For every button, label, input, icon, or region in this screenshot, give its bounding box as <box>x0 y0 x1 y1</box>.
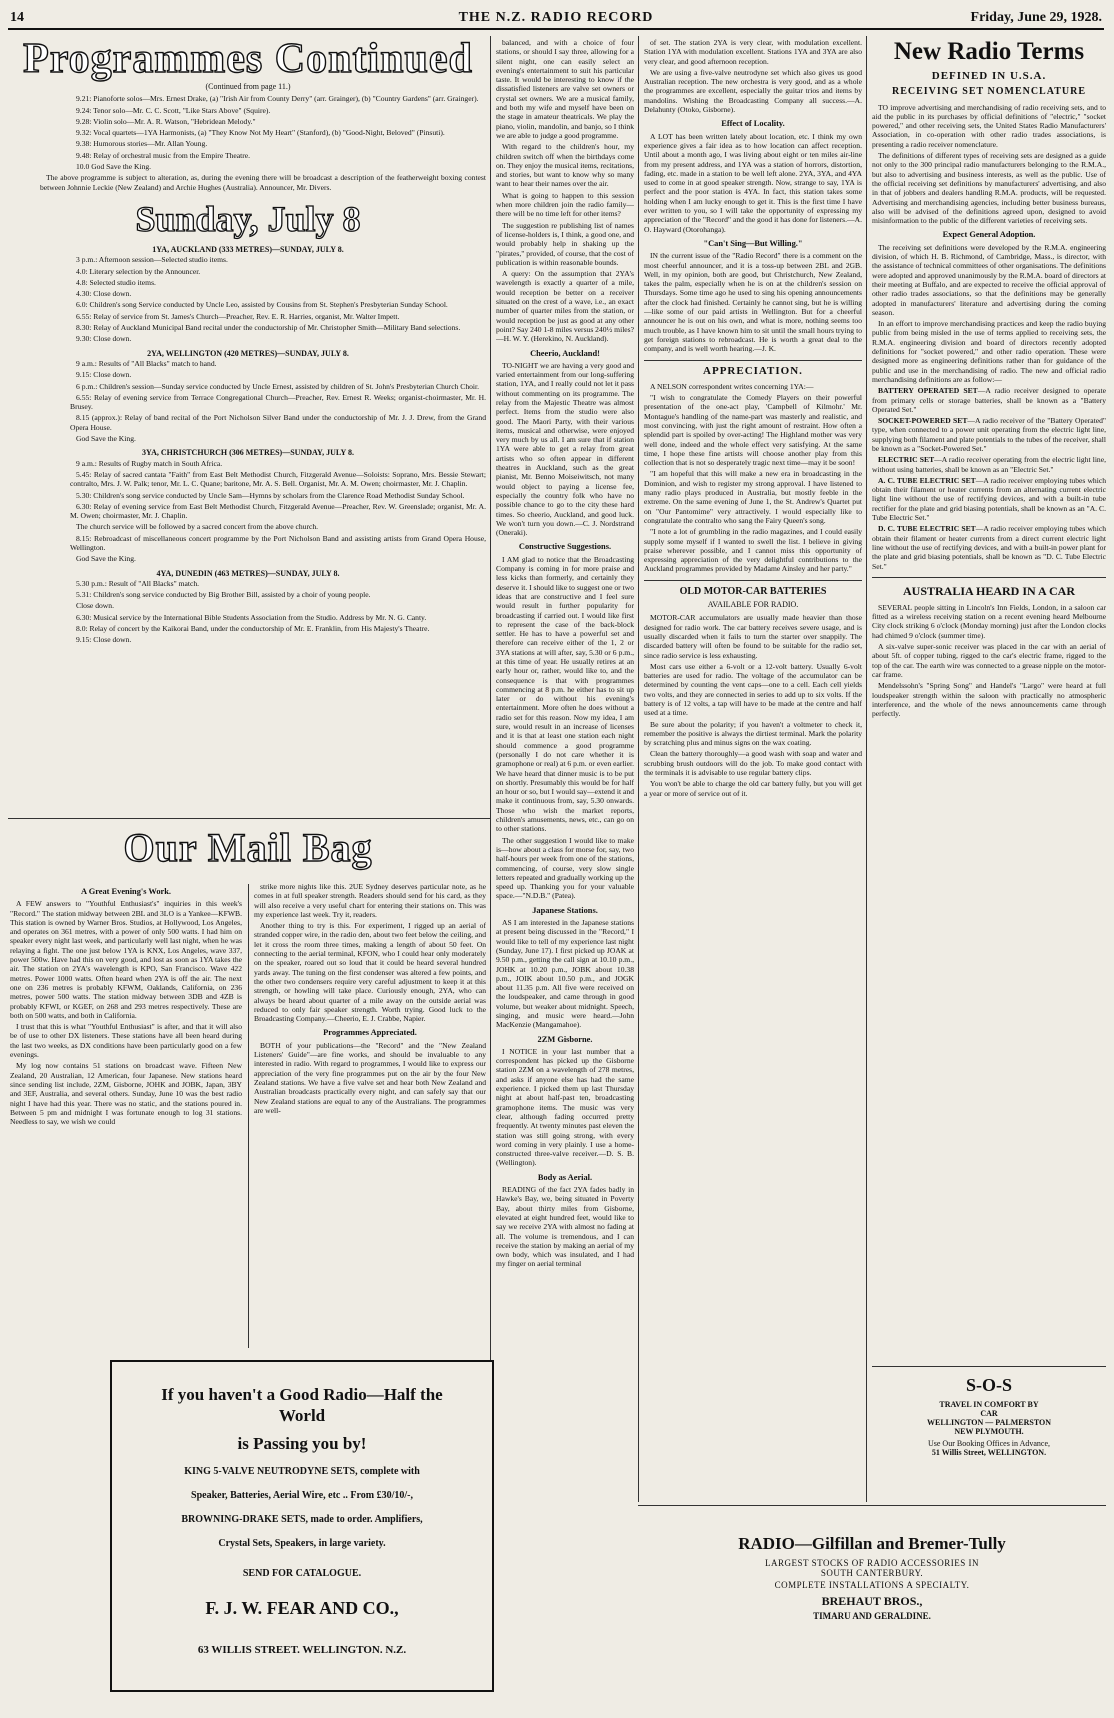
programme-item: 4.0: Literary selection by the Announcer. <box>76 266 201 276</box>
definition-item <box>872 476 1106 522</box>
letters-column-4 <box>644 38 862 1500</box>
letter-paragraph: READING of the fact 2YA fades badly in Hawke's Bay, we, being situated in Poverty Bay, about thirty miles from Gisborne, elevated at eight hundred feet, would like to say we receive 2YA with almost no fading at all. The volume is tremendous, and I can receive the station by making an aerial of my own body, which was insulated, and I had my finger on aerial terminal <box>496 1185 634 1269</box>
station-programme <box>10 459 486 564</box>
programme-item: 8.15: Rebroadcast of miscellaneous concert programme by the Port Nicholson Band and assisting artists from Grand Opera House, Wellington. <box>70 533 486 552</box>
sos-text: NEW PLYMOUTH. <box>954 1427 1024 1436</box>
programme-item: God Save the King. <box>76 554 136 564</box>
article-paragraph: The definitions of different types of receiving sets are designed as a guide not only to the 300 principal radio manufacturers belonging to the R.M.A., but also to advertising and business interests, as well as the public. Use of the official receiving set definitions by manufacturers' advertising, and also in that of jobbers and dealers handling R.M.A. products, will be requested. Advertising and merchandising agencies, including better business bureaus, also will be advised of the definitions agreed upon, designed to avoid misinformation to the public of the different varieties of receiving sets. <box>872 151 1106 226</box>
sunday-heading: Sunday, July 8 <box>135 198 361 239</box>
letter-title: A Great Evening's Work. <box>81 887 171 896</box>
letter-title: Cheerio, Auckland! <box>530 348 600 358</box>
programme-item: 9 a.m.: Results of Rugby match in South Africa. <box>76 458 223 468</box>
radio-terms-heading: New Radio Terms <box>893 38 1085 65</box>
letter-title: 2ZM Gisborne. <box>537 1034 593 1044</box>
letter-paragraph: A LOT has been written lately about location, etc. I think my own experience gives a fair idea as to how location can affect reception. Until about a month ago, I was living about eight or ten miles air-line from my present address, and 1YA was a station of horrors, distortion, fading, etc. made in a station to be well left alone. 2YA, 3YA, and 4YA used to come in at good speaker strength. Now, strange to say, 1YA is perfect and the poor station is 4YA. In fact, this station takes some holding when I am lucky enough to get it. This is the first time I have ever written to you, so I will take the opportunity of expressing my appreciation of the "Record" and the good it has done for listeners.—A. O. Hayward (Otorohanga). <box>644 131 862 234</box>
definition-term: ELECTRIC SET <box>878 455 935 465</box>
section-rule <box>644 580 862 581</box>
programme-item: 3 p.m.: Afternoon session—Selected studio items. <box>76 255 228 265</box>
programme-item: 9 a.m.: Results of "All Blacks" match to hand. <box>76 358 217 368</box>
definition-text: —A radio receiver employing tubes which obtain their filament or heater currents from an alternating current electric light line without the use of rectifying devices, and with a built-in tube rectifier for the plate and grid biasing potentials, shall be known as an "A. C. Tube Electric Set." <box>872 475 1106 523</box>
station-heading: 4YA, DUNEDIN (463 METRES)—SUNDAY, JULY 8. <box>156 568 340 578</box>
definition-item <box>872 386 1106 414</box>
letter-paragraph: My log now contains 51 stations on broadcast wave. Fifteen New Zealand, 20 Australian, 12 American, four Japanese. New stations heard since sending list include, 2ZM, Gisborne, JOHK and JOBK, Japan, 3BY and 3EF, Australia, and several others. Sunday, June 10 was the best radio night I have had this year. There was no static, and the stations poured in. Between 5 pm and midnight I was fortunate enough to log 31 stations. Needless to say, we wish we could <box>10 1061 242 1127</box>
gilfillan-company: BREHAUT BROS., <box>821 1594 923 1608</box>
radio-terms-subheading-2: RECEIVING SET NOMENCLATURE <box>892 86 1086 98</box>
letter-paragraph: I NOTICE in your last number that a correspondent has picked up the Gisborne station 2ZM on a wavelength of 278 metres, and asks if anyone else has had the same experience. I picked them up last Thursday night at about half-past ten, broadcasting gramophone items. The music was very clear, although fading occurred pretty frequently. At twenty minutes past eleven the station was still going strong, with every word coming in very plainly. I use a home-constructed three-valve receiver.—D. S. B. (Wellington). <box>496 1046 634 1168</box>
article-paragraph: TO improve advertising and merchandising of radio receiving sets, and to aid the public in its purchases by official definitions of "electric," "socket powered," and other receiving sets, the United States Radio Manufacturers' Association, in co-operation with other radio trades associations, is presenting a radio receiver nomenclature. <box>872 102 1106 149</box>
letter-title: Japanese Stations. <box>532 905 598 915</box>
article-paragraph: Most cars use either a 6-volt or a 12-volt battery. Usually 6-volt batteries are used for radio. The voltage of the accumulator can be determined by counting the vent caps—one to a cell. Each cell yields two volts, and they are connected in series to add up to six volts. If the battery is of 12 volts, a tap will have to be made at the centre and half used at a time. <box>644 661 862 718</box>
sos-advertisement <box>872 1366 1106 1501</box>
mailbag-column-1 <box>10 882 242 1348</box>
station-heading: 2YA, WELLINGTON (420 METRES)—SUNDAY, JULY 8. <box>147 348 349 358</box>
letter-paragraph: IN the current issue of the "Radio Record" there is a comment on the most cheerful announcer, and it is a toss-up between 2BL and 2GB. Well, in my opinion, both are good, but Christchurch, New Zealand, takes the palm, especially when he is on at the children's session on Thursdays. Some time ago he used to sing his opening announcements after the clock had finished. Certainly he cannot sing, but he is willing—like some of our paid artists in Wellington. But for a cheerful announcer he is out on his own, and what is more, nothing seems too much trouble, as I have known him to sit until the small hours trying to get foreign stations to rebroadcast. He is worth a great deal to the company, and is well worth hearing.—J. K. <box>644 251 862 354</box>
ad-headline: If you haven't a Good Radio—Half the World <box>161 1385 443 1425</box>
letter-paragraph: We are using a five-valve neutrodyne set which also gives us good Australian reception. The new orchestra is very good, and as a whole the programmes are excellent, especially the guitar trios and items by mandolins. Wishing the Broadcasting Company all success.—A. Delahunty (Otoko, Gisborne). <box>644 67 862 115</box>
programme-note: The above programme is subject to alteration, as, during the evening there will be broadcast a description of the featherweight boxing contest between Johnnie Leckie (New Zealand) and Archie Hughes (Australia). Announcer, Mr. Divers. <box>40 173 486 192</box>
section-rule <box>8 818 490 819</box>
definition-text: —A radio receiver employing tubes which obtain their filament or heater currents from a direct current electric light line without the use of rectifying devices, and with a built-in power plant for the plate and grid biasing potentials, shall be known as "D. C. Tube Electric Set." <box>872 524 1106 571</box>
letter-paragraph: What is going to happen to this session when more children join the radio family—there will be no time left for other items? <box>496 190 634 219</box>
article-paragraph: The receiving set definitions were developed by the R.M.A. engineering division, of which H. B. Richmond, of Cambridge, Mass., is director, with the assistance of technical committees of other organisations. The definitions were adopted and approved unanimously by the R.M.A. board of directors at their meeting at Buffalo, and are expected to receive the official approval of other radio trades associations, so that the definitions may be generally adopted in manufacturers' literature and advertising during the coming season. <box>872 242 1106 317</box>
column-rule <box>490 36 491 1476</box>
programmes-heading: Programmes Continued <box>23 36 473 82</box>
column-rule <box>866 36 867 1502</box>
ad-text: BROWNING-DRAKE SETS, made to order. Amplifiers, <box>181 1514 423 1525</box>
article-paragraph: MOTOR-CAR accumulators are usually made heavier than those designed for radio work. The car battery receives severe usage, and is usually discarded when it fails to turn the starter over snappily. The discarded battery will often be found to be suitable for the radio set, since radio service is less exhausting. <box>644 613 862 660</box>
page-number: 14 <box>10 10 24 25</box>
definition-term: A. C. TUBE ELECTRIC SET <box>878 475 976 485</box>
ad-text: SEND FOR CATALOGUE. <box>242 1568 362 1579</box>
sos-title: S-O-S <box>965 1375 1012 1395</box>
station-programme <box>10 255 486 343</box>
definition-item <box>872 524 1106 570</box>
radio-terms-column <box>872 38 1106 1362</box>
article-subtitle: Expect General Adoption. <box>942 230 1036 240</box>
programme-item: 9.15: Close down. <box>76 370 132 380</box>
fear-advertisement <box>110 1360 494 1692</box>
programme-item: 9.28: Violin solo—Mr. A. R. Watson, "Hebridean Melody." <box>76 116 256 126</box>
programme-list <box>10 94 486 192</box>
gilfillan-text: COMPLETE INSTALLATIONS A SPECIALTY. <box>774 1580 970 1590</box>
letter-paragraph: I trust that this is what "Youthful Enthusiast" is after, and that it will also be of use to other DX listeners. These stations have all been heard during the last two weeks, as DX conditions have been particularly good on a few evenings. <box>10 1022 242 1060</box>
article-paragraph: A six-valve super-sonic receiver was placed in the car with an aerial of about 5ft. of copper tubing, rigged to the car's electric frame, rigged to the top of the car. The earth wire was connected to a grease nipple on the motor-car frame. <box>872 642 1106 679</box>
column-rule <box>248 884 249 1348</box>
ad-headline-2: is Passing you by! <box>237 1434 367 1453</box>
gilfillan-title: RADIO—Gilfillan and Bremer-Tully <box>738 1534 1006 1553</box>
letter-paragraph: The suggestion re publishing list of names of license-holders is, I think, a good one, and would probably help in shaking up the "pirates," provided, of course, that the cost of publication is within reasonable bounds. <box>496 220 634 267</box>
definition-text: —A radio receiver designed to operate from primary cells or storage batteries, shall be known as a "Battery Operated Set." <box>872 386 1106 414</box>
article-paragraph: You won't be able to charge the old car battery fully, but you will get a year or more of service out of it. <box>644 779 862 798</box>
programme-item: 9.15: Close down. <box>76 635 132 645</box>
programme-item: The church service will be followed by a sacred concert from the above church. <box>76 522 319 532</box>
programme-item: 9.24: Tenor solo—Mr. C. C. Scott, "Like Stars Above" (Squire). <box>76 105 271 115</box>
gilfillan-address: TIMARU AND GERALDINE. <box>813 1611 931 1621</box>
mailbag-heading: Our Mail Bag <box>123 825 373 870</box>
programme-item: 6.0: Children's song Service conducted by Uncle Leo, assisted by Cousins from St. Stephen's Presbyterian Sunday School. <box>76 300 448 310</box>
station-heading: 3YA, CHRISTCHURCH (306 METRES)—SUNDAY, JULY 8. <box>142 448 354 458</box>
issue-date: Friday, June 29, 1928. <box>970 10 1102 25</box>
gilfillan-text: LARGEST STOCKS OF RADIO ACCESSORIES IN <box>765 1558 979 1568</box>
programme-item: 6.55: Relay of evening service from Terrace Congregational Church—Preacher, Rev. Ernest R. Weeks; organist-choirmaster, Mr. H. Brusey. <box>70 392 486 412</box>
programme-item: 5.31: Children's song service conducted by Big Brother Bill, assisted by a choir of young people. <box>76 590 371 600</box>
letter-paragraph: With regard to the children's hour, my children switch off when the birthdays come on. They enjoy the musical items, recitations, and stories, but want to know why so many want to hear their names over the air. <box>496 142 634 189</box>
ad-company-name: F. J. W. FEAR AND CO., <box>205 1598 399 1618</box>
letter-paragraph: "I wish to congratulate the Comedy Players on their powerful presentation of the one-act play, 'Campbell of Kilmohr.' Mr. Montague's handling of the name-part was masterly and realistic, and most convincing, with just the right amount of restraint. How often a splendid part is spoiled by over-acting! The Highland mother was very well done, indeed and the whole effect very satisfying. At the same time, I hope these fine artists will choose another play from this collection that is not so desperately tragic next time—may it be soon! <box>644 393 862 468</box>
letter-title: Programmes Appreciated. <box>323 1028 417 1038</box>
programme-item: 8.0: Relay of concert by the Kaikorai Band, under the conductorship of Mr. E. Franklin, from His Majesty's Theatre. <box>76 624 430 634</box>
sos-text: CAR <box>980 1409 998 1418</box>
letter-paragraph: "I am hopeful that this will make a new era in broadcasting in the Dominion, and wish to register my strong approval. I have listened to many radio plays produced in Australia, but mostly feeble in the extreme. On the same evening of June 1, the St. Andrew's Quartet put on "Our Pantomime" very attractively. I would especially like to congratulate the contralto who sang the Fairy Queen's song. <box>644 469 862 525</box>
programme-item: 5.30: Children's song service conducted by Uncle Sam—Hymns by scholars from the Clarence Road Methodist Sunday School. <box>76 490 465 500</box>
continued-note: (Continued from page 11.) <box>205 82 291 91</box>
programme-item: 5.30 p.m.: Result of "All Blacks" match. <box>76 578 200 588</box>
letter-paragraph: strike more nights like this. 2UE Sydney deserves particular note, as he comes in at full speaker strength. Readers should send for his card, as they will also receive a very useful chart for entering their stations on. This was my experience last week. Try it, readers. <box>254 882 486 919</box>
letter-paragraph: A NELSON correspondent writes concerning 1YA:— <box>650 381 814 391</box>
definition-term: BATTERY OPERATED SET <box>878 386 978 396</box>
mailbag-column-2 <box>254 882 486 1348</box>
station-heading: 1YA, AUCKLAND (333 METRES)—SUNDAY, JULY 8. <box>152 244 344 254</box>
letter-paragraph: TO-NIGHT we are having a very good and varied entertainment from our long-suffering station, 1YA, and I really could not let it pass without commenting on its programme. The relay from the Majestic Theatre was almost perfect. Items from the studio were also good. The Maori Party, with their various items, musical and otherwise, were enjoyed very much by us all. I am sure that if station 1YA were able to get a relay from great artists who so often appear in different theatres in Auckland, such as the great pianist, Mr. Benno Moiseiwitsch, not many would object to paying a license fee, especially the country folk who have no possible chance to go to the city these hard times. So cheerio, Auckland, and good luck. We won't turn you down.—C. J. Nordstrand (Oneraki). <box>496 360 634 538</box>
programme-item: 8.15 (approx.): Relay of band recital of the Port Nicholson Silver Band under the conductorship of Mr. J. J. Drew, from the Grand Opera House. <box>70 413 486 432</box>
sos-text: WELLINGTON — PALMERSTON <box>926 1418 1052 1427</box>
ad-address: 63 WILLIS STREET. WELLINGTON. N.Z. <box>197 1644 407 1656</box>
page-header <box>8 6 1104 30</box>
sos-text: 51 Willis Street, WELLINGTON. <box>931 1448 1047 1457</box>
programme-item: 5.45: Relay of sacred cantata "Faith" from East Belt Methodist Church, Fitzgerald Avenue—Soloists: Soprano, Mrs. Bessie Stewart; contralto, Mrs. J. W. Palk; tenor, Mr. L. C. Quane; baritone, Mr. A. S. Bell. Organist, Mr. A. M. Owen; choirmaster, Mr. J. Chaplin. <box>70 469 486 489</box>
sos-text: TRAVEL IN COMFORT BY <box>939 1400 1039 1409</box>
ad-text: Crystal Sets, Speakers, in large variety. <box>218 1538 386 1549</box>
definition-item <box>872 416 1106 453</box>
letter-title: Constructive Suggestions. <box>518 542 612 552</box>
radio-terms-subheading: DEFINED IN U.S.A. <box>931 70 1047 82</box>
programme-item: 8.30: Relay of Auckland Municipal Band recital under the conductorship of Mr. Christopher Smith—Military Band selections. <box>76 323 461 333</box>
station-programme <box>10 359 486 443</box>
programme-item: 9.48: Relay of orchestral music from the Empire Theatre. <box>76 150 251 160</box>
column-rule <box>638 36 639 1502</box>
ad-text: KING 5-VALVE NEUTRODYNE SETS, complete with <box>184 1466 420 1477</box>
letter-paragraph: "I note a lot of grumbling in the radio magazines, and I could easily supply some myself if I wanted to swell the list. I believe in giving praise wherever possible, and I cannot miss this opportunity of expressing appreciation of the very delightful contributions to the Auckland programmes provided by Madame Ainsley and her party." <box>644 527 862 574</box>
appreciation-heading: APPRECIATION. <box>703 364 803 377</box>
programme-item: 9.32: Vocal quartets—1YA Harmonists, (a) "They Know Not My Heart" (Stanford), (b) "Good-Night, Beloved" (Pinsuti). <box>76 128 445 138</box>
station-programme <box>10 579 486 645</box>
australia-heading: AUSTRALIA HEARD IN A CAR <box>902 583 1076 598</box>
battery-heading: OLD MOTOR-CAR BATTERIES <box>679 585 827 597</box>
section-rule <box>644 360 862 361</box>
programme-item: 10.0 God Save the King. <box>76 162 152 172</box>
ad-text: Speaker, Batteries, Aerial Wire, etc .. From £30/10/-, <box>191 1490 413 1501</box>
article-paragraph: SEVERAL people sitting in Lincoln's Inn Fields, London, in a saloon car fitted as a wireless receiving station on a recent evening heard Melbourne City clock striking 6 o'clock (Monday morning) just after the London clocks had chimed 9 o'clock (summer time). <box>872 602 1106 640</box>
letter-paragraph: AS I am interested in the Japanese stations at present being discussed in the "Record," I would like to tell of my experience last night (Sunday, June 17). I first picked up JOAK at 9.50 p.m., getting the call sign at 10.10 p.m., JOHK at 10.20 p.m., JOBK about 10.38 p.m., JOIK about 10.50 p.m., and JOGK about 11.35 p.m. All five were received on the loudspeaker, and came through in good volume, but weaker about midnight. Speech, singing, and music were heard.—John MacKenzie (Mangamahoe). <box>496 918 634 1030</box>
definition-item <box>872 455 1106 474</box>
letter-paragraph: A query: On the assumption that 2YA's wavelength is exactly a quarter of a mile, would reception be better on a receiver situated on the crest of a wave, i.e., an exact number of quarter miles from the station, or would reception be just as good at any other point? Say 240 1-8 miles versus 240½ miles?—H. W. Y. (Herekino, N. Auckland). <box>496 269 634 344</box>
letter-paragraph: A FEW answers to "Youthful Enthusiast's" inquiries in this week's "Record." The station midway between 2BL and 3LO is a Yankee—KFWB. This station is owned by Warner Bros. Studios, at Hollywood, Los Angeles, and operates on 361 metres, with a power of only 500 watts. I had him on speaker every night last week, and particularly well last night, when he was relaying a fight. The one just below 1YA is KNX, Los Angeles, wave 337, power 500w. Have had this on very good, and lost as soon as 1YA takes the air. The station on 2YA's wavelength is KPO, San Francisco. Wave 422 metres. Power 1000 watts. Often heard when 2YA is off the air. The next one on 236 metres is probably KFWM, Oaklands, California, on 236 metres, power 500 watts. The station midway between 3DB and 4ZB is probably KFWI, or KGEF, on 268 and 293 metres respectively. These are both on 500 watts, and both in California. <box>10 899 242 1020</box>
definition-term: SOCKET-POWERED SET <box>878 416 968 426</box>
article-paragraph: Be sure about the polarity; if you haven't a voltmeter to check it, remember the positive is always the dirtiest terminal. Mark the polarity by scratching plus and minus signs on the wax coating. <box>644 719 862 748</box>
mailbag-heading-area <box>10 822 486 878</box>
letter-paragraph: I AM glad to notice that the Broadcasting Company is coming in for more praise and less kicks than formerly, and certainly they deserve it. I should like to suggest one or two ideas that are constructive and I feel sure would result in further popularity for broadcasting if carried out. I would like first to represent the case of the back-block settler. He has to have a powerful set and therefore can receive either of the 1, 2 or 3YA stations at will after, say, 5.30 or 6 p.m., at this time of year. He usually retires at an early hour or, rather, would like to, and the consequence is that with programmes commencing at 8 p.m. he either has to sit up later or do without his evening's entertainment. More often he does without a radio set for this reason. Now my idea, I am sure, would result in an increase of licenses and it is that at least one station each night should commence a good programme (personally I do not care whether it is gramophone or real) at 6 p.m. or even earlier. We have heard that dinner music is to be put on shortly. Presumably this would be for half an hour or so, but I would say—extend it and make it continuous from, say, 5.30 onwards. Those who wish the market reports, children's amusements, news, etc., can go on to other stations. <box>496 554 634 834</box>
article-paragraph: In an effort to improve merchandising practices and keep the radio buying public from being misled in the use of terms applied to receiving sets, the R.M.A. engineering division and board of directors recently adopted definitions for "socket powered," and other radio operation. These were designed more as engineering definitions rather than for guidance of the public and use in the merchandising of radio. The new and official radio merchandising definitions are as follow:— <box>872 319 1106 384</box>
letter-title: Effect of Locality. <box>721 119 785 129</box>
letter-paragraph: The other suggestion I would like to make is—how about a class for morse for, say, two half-hours per week from one of the stations, commencing, of course, very slow single letters repeated and gradually working up the speed up. Thanking you for your valuable space.—"N.D.B." (Patea). <box>496 835 634 901</box>
programme-item: 6.30: Musical service by the International Bible Students Association from the Studio. Address by Mr. N. G. Canty. <box>76 612 427 622</box>
programme-item: 9.30: Close down. <box>76 334 132 344</box>
programme-item: 6 p.m.: Children's session—Sunday service conducted by Uncle Ernest, assisted by children of St. John's Presbyterian Church Choir. <box>76 381 480 391</box>
programme-item: Close down. <box>76 601 114 611</box>
letters-column-3 <box>496 38 634 1702</box>
programme-item: 9.21: Pianoforte solos—Mrs. Ernest Drake, (a) "Irish Air from County Derry" (arr. Grainger), (b) "Country Gardens" (arr. Grainger). <box>76 94 479 104</box>
letter-title: Body as Aerial. <box>537 1172 593 1182</box>
definition-text: —A radio receiver of the "Battery Operated" type, when connected to a power unit operating from the electric light line, supplying both filament and plate potentials to the tubes of the receiver, shall be known as a "Socket-Powered Set." <box>872 416 1106 453</box>
letter-paragraph: of set. The station 2YA is very clear, with modulation excellent. Station 1YA with modulation excellent. Stations 1YA and 3YA are also very clear, and good afternoon reception. <box>644 38 862 66</box>
programme-item: 6.30: Relay of evening service from East Belt Methodist Church, Fitzgerald Avenue—Preacher, Rev. W. Greenslade; organist, Mr. A. M. Owen; choirmaster, Mr. J. Chaplin. <box>70 501 486 521</box>
programme-item: 4.30: Close down. <box>76 289 132 299</box>
publication-title: THE N.Z. RADIO RECORD <box>458 10 654 25</box>
section-rule <box>638 1505 1106 1506</box>
sos-text: Use Our Booking Offices in Advance, <box>927 1439 1051 1448</box>
battery-subheading: AVAILABLE FOR RADIO. <box>707 600 799 610</box>
programmes-section <box>10 36 486 812</box>
section-rule <box>872 577 1106 578</box>
definition-term: D. C. TUBE ELECTRIC SET <box>878 524 976 534</box>
definition-text: —A radio receiver operating from the electric light line, without using batteries, shall be known as an "Electric Set." <box>872 455 1106 474</box>
gilfillan-text: SOUTH CANTERBURY. <box>820 1568 924 1578</box>
programme-item: 4.8: Selected studio items. <box>76 277 156 287</box>
letter-title: "Can't Sing—But Willing." <box>703 238 803 248</box>
gilfillan-advertisement <box>638 1528 1106 1621</box>
programme-item: God Save the King. <box>76 434 136 444</box>
programme-item: 6.55: Relay of service from St. James's Church—Preacher, Rev. E. R. Harries, organist, Mr. Walter Impett. <box>76 311 400 321</box>
letter-paragraph: balanced, and with a choice of four stations, or should I say three, allowing for a silent night, one can easily select an evening's entertainment to suit his particular taste. It would be interesting to know if the dissatisfied listeners are valve set owners or crystal set owners. We are a musical family, and both my wife and myself have been on the stage in amateur theatricals. We play the piano, violin, mandolin, and banjo, so I think we are able to judge a good programme. <box>496 38 634 140</box>
article-paragraph: Mendelssohn's "Spring Song" and Handel's "Largo" were heard at full loudspeaker strength within the saloon with practically no atmospheric interference, and the whole of the news announcements came through perfectly. <box>872 681 1106 719</box>
article-paragraph: Clean the battery thoroughly—a good wash with soap and water and scrubbing brush outdoors will do the job. To make good contact with the terminals it is advisable to use regular battery clips. <box>644 749 862 778</box>
letter-paragraph: Another thing to try is this. For experiment, I rigged up an aerial of stranded copper wire, in the radio den, about two feet below the ceiling, and let it cross the room three times, making a length of about 50 feet. On connecting to the aerial terminal, KFON, who I could hear only moderately on the speaker, roared out so loud that it could be heard several hundred yards away. The tuning on the first condenser was altered a few points, and the other two condensers require very careful adjustment to keep it at this strength, or howling will take place. Curiously enough, 2YA, who can always be heard about quarter of a mile away on the outside aerial was reduced to only fair speaker strength. Worth trying. Good luck to the Broadcasting Company.—Cheerio, E. J. Crabbe, Napier. <box>254 921 486 1024</box>
programme-item: 9.38: Humorous stories—Mr. Allan Young. <box>76 139 208 149</box>
letter-paragraph: BOTH of your publications—the "Record" and the "New Zealand Listeners' Guide"—are fine works, and should be invaluable to any interested in radio. With regard to programmes, I would like to express our appreciation of the very fine programmes put on the air by the four New Zealand stations. We have a five valve set and hear both New Zealand and Australian broadcasts practically every night, and can safely say that our New Zealand stations are equal to any of the Australians. The programmes are well- <box>254 1040 486 1115</box>
